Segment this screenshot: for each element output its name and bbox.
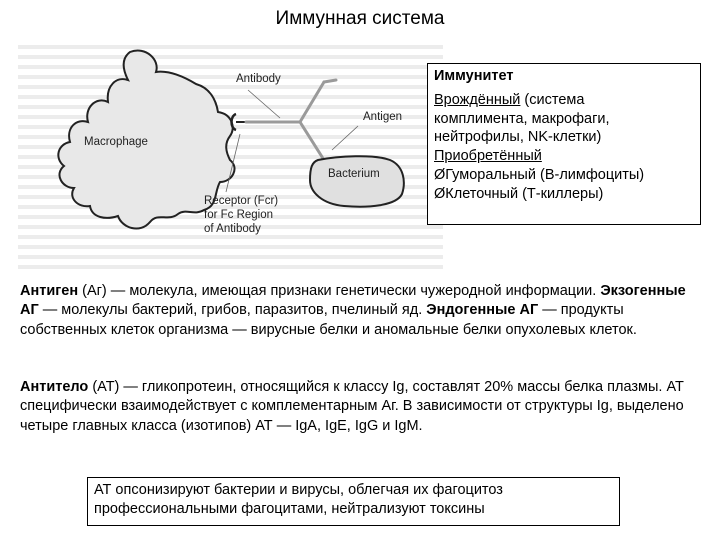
antibody-definition: (АТ) — гликопротеин, относящийся к классу Ig, составлят 20% массы белка плазмы. АТ специфически взаимодействует с комплементарным Аг. В зависимости от структуры Ig, выделено четыре главных класса (изотипов) АТ — IgA, IgE, IgG и IgM. <box>20 379 684 434</box>
macrophage-label: Macrophage <box>84 136 148 148</box>
exogenous-definition: — молекулы бактерий, грибов, паразитов, пчелиный яд. <box>38 302 427 319</box>
bacterium-label: Bacterium <box>328 168 380 180</box>
acquired-term: Приобретённый <box>434 148 542 165</box>
antibody-term: Антитело <box>20 379 89 395</box>
macrophage-antibody-figure <box>18 42 446 270</box>
opsonization-note: АТ опсонизируют бактерии и вирусы, облегчая их фагоцитоз профессиональными фагоцитами, нейтрализуют токсины <box>87 477 620 526</box>
endogenous-definition: — продукты собственных клеток организма — вирусные белки и аномальные белки опухолевых клеток. <box>20 302 637 338</box>
innate-detail-3: нейтрофилы, NK-клетки) <box>434 129 602 146</box>
receptor-label-line-3: of Antibody <box>204 223 261 235</box>
innate-line <box>434 91 694 110</box>
slide-title: Иммунная система <box>275 8 445 29</box>
receptor-label-line-1: Receptor (Fcr) <box>204 195 279 207</box>
humoral-text: Гуморальный (В-лимфоциты) <box>445 166 645 183</box>
antigen-label: Antigen <box>363 111 403 123</box>
endogenous-term: Эндогенные АГ <box>426 302 539 319</box>
innate-term: Врождённый <box>434 91 521 108</box>
humoral-item <box>434 166 694 185</box>
bacterium-shape <box>310 156 404 206</box>
immunity-box <box>427 63 701 225</box>
innate-detail-2: комплимента, макрофаги, <box>434 110 610 127</box>
arrow-bullet-icon: Ø <box>434 185 446 202</box>
arrow-bullet-icon: Ø <box>434 166 446 183</box>
cellular-item <box>434 185 694 204</box>
receptor-label-line-2: for Fc Region <box>204 209 274 221</box>
innate-detail-1: (система <box>520 91 585 108</box>
cellular-text: Клеточный (Т-киллеры) <box>445 185 604 202</box>
antigen-definition: (Аг) — молекула, имеющая признаки генетически чужеродной информации. <box>78 283 601 299</box>
receptor-label <box>204 194 278 236</box>
antigen-term: Антиген <box>20 283 79 299</box>
antibody-label: Antibody <box>236 73 281 85</box>
immunity-heading: Иммунитет <box>434 68 514 84</box>
antibody-paragraph <box>20 378 700 436</box>
antigen-paragraph <box>20 282 700 340</box>
exogenous-term: Экзогенные АГ <box>20 283 686 319</box>
